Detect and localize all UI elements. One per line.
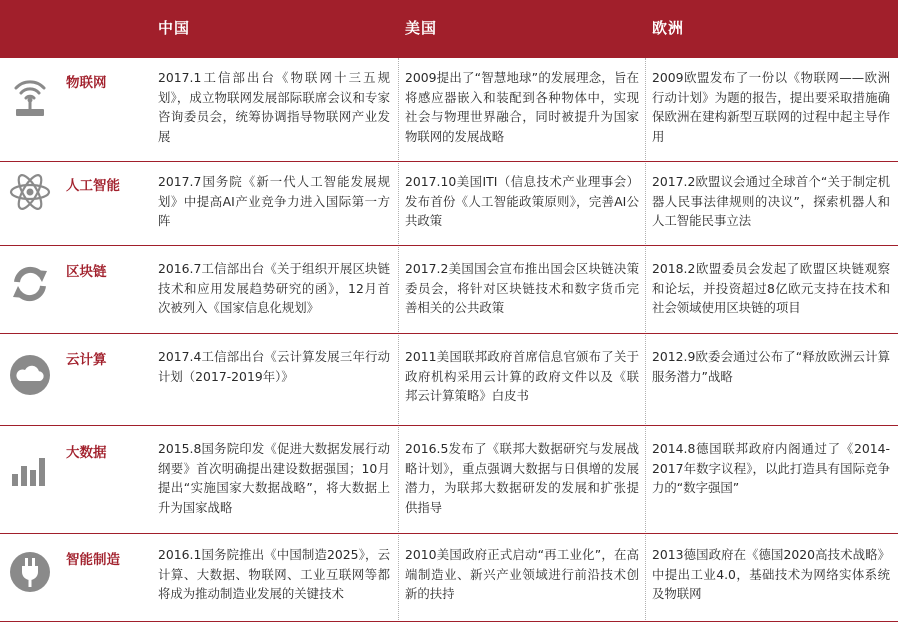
cell-europe: 2012.9欧委会通过公布了“释放欧洲云计算服务潜力”战略 [652, 349, 890, 384]
sync-icon [8, 262, 52, 306]
row-divider [0, 621, 898, 622]
cell-usa: 2009提出了“智慧地球”的发展理念，旨在将感应器嵌入和装配到各种物体中，实现社会与物理世界融合，同时被提升为国家物联网的发展战略 [405, 70, 639, 144]
cell-usa: 2010美国政府正式启动“再工业化”，在高端制造业、新兴产业领域进行前沿技术创新的扶持 [405, 547, 639, 602]
cell-usa: 2017.10美国ITI（信息技术产业理事会）发布首份《人工智能政策原则》，完善AI公共政策 [405, 174, 639, 229]
table-row [0, 426, 898, 534]
cell-usa: 2017.2美国国会宣布推出国会区块链决策委员会，将针对区块链技术和数字货币完善相关的公共政策 [405, 261, 639, 316]
table-row [0, 246, 898, 334]
cloud-icon [8, 353, 52, 397]
header-china: 中国 [158, 19, 191, 37]
atom-icon [8, 170, 52, 214]
cell-usa: 2011美国联邦政府首席信息官颁布了关于政府机构采用云计算的政府文件以及《联邦云计算策略》白皮书 [405, 349, 639, 404]
tech-label: 云计算 [66, 352, 107, 368]
cell-china: 2016.7工信部出台《关于组织开展区块链技术和应用发展趋势研究的函》，12月首次被列入《国家信息化规划》 [158, 261, 390, 316]
cell-europe: 2018.2欧盟委员会发起了欧盟区块链观察和论坛，并投资超过8亿欧元支持在技术和社会领域使用区块链的项目 [652, 261, 890, 316]
table-row [0, 58, 898, 162]
tech-label: 智能制造 [66, 552, 120, 568]
table-row [0, 162, 898, 246]
plug-icon [8, 550, 52, 594]
cell-europe: 2014.8德国联邦政府内阁通过了《2014-2017年数字议程》，以此打造具有国际竞争力的“数字强国” [652, 441, 890, 496]
tech-label: 人工智能 [66, 178, 120, 194]
header-usa: 美国 [405, 19, 438, 37]
table-row [0, 334, 898, 426]
cell-china: 2016.1国务院推出《中国制造2025》，云计算、大数据、物联网、工业互联网等都将成为推动制造业发展的关键技术 [158, 547, 390, 602]
cell-usa: 2016.5发布了《联邦大数据研究与发展战略计划》，重点强调大数据与日俱增的发展潜力，为联邦大数据研发的发展和扩张提供指导 [405, 441, 639, 515]
header-europe: 欧洲 [652, 19, 685, 37]
tech-label: 物联网 [66, 75, 107, 91]
cell-europe: 2013德国政府在《德国2020高技术战略》中提出工业4.0，基础技术为网络实体系统及物联网 [652, 547, 890, 602]
cell-europe: 2017.2欧盟议会通过全球首个“关于制定机器人民事法律规则的决议”，探索机器人和人工智能民事立法 [652, 174, 890, 229]
bar-chart-icon [8, 446, 52, 490]
table-row [0, 534, 898, 622]
cell-china: 2015.8国务院印发《促进大数据发展行动纲要》首次明确提出建设数据强国；10月提出“实施国家大数据战略”，将大数据上升为国家战略 [158, 441, 390, 515]
cell-china: 2017.1工信部出台《物联网十三五规划》，成立物联网发展部际联席会议和专家咨询委员会，统筹协调指导物联网产业发展 [158, 70, 390, 144]
table-header [0, 0, 898, 58]
tech-label: 大数据 [66, 445, 107, 461]
cell-china: 2017.4工信部出台《云计算发展三年行动计划（2017-2019年）》 [158, 349, 390, 384]
tech-label: 区块链 [66, 264, 107, 280]
cell-europe: 2009欧盟发布了一份以《物联网——欧洲行动计划》为题的报告，提出要采取措施确保欧洲在建构新型互联网的过程中起主导作用 [652, 70, 890, 144]
cell-china: 2017.7国务院《新一代人工智能发展规划》中提高AI产业竞争力进入国际第一方阵 [158, 174, 390, 229]
iot-antenna-icon [8, 74, 52, 118]
